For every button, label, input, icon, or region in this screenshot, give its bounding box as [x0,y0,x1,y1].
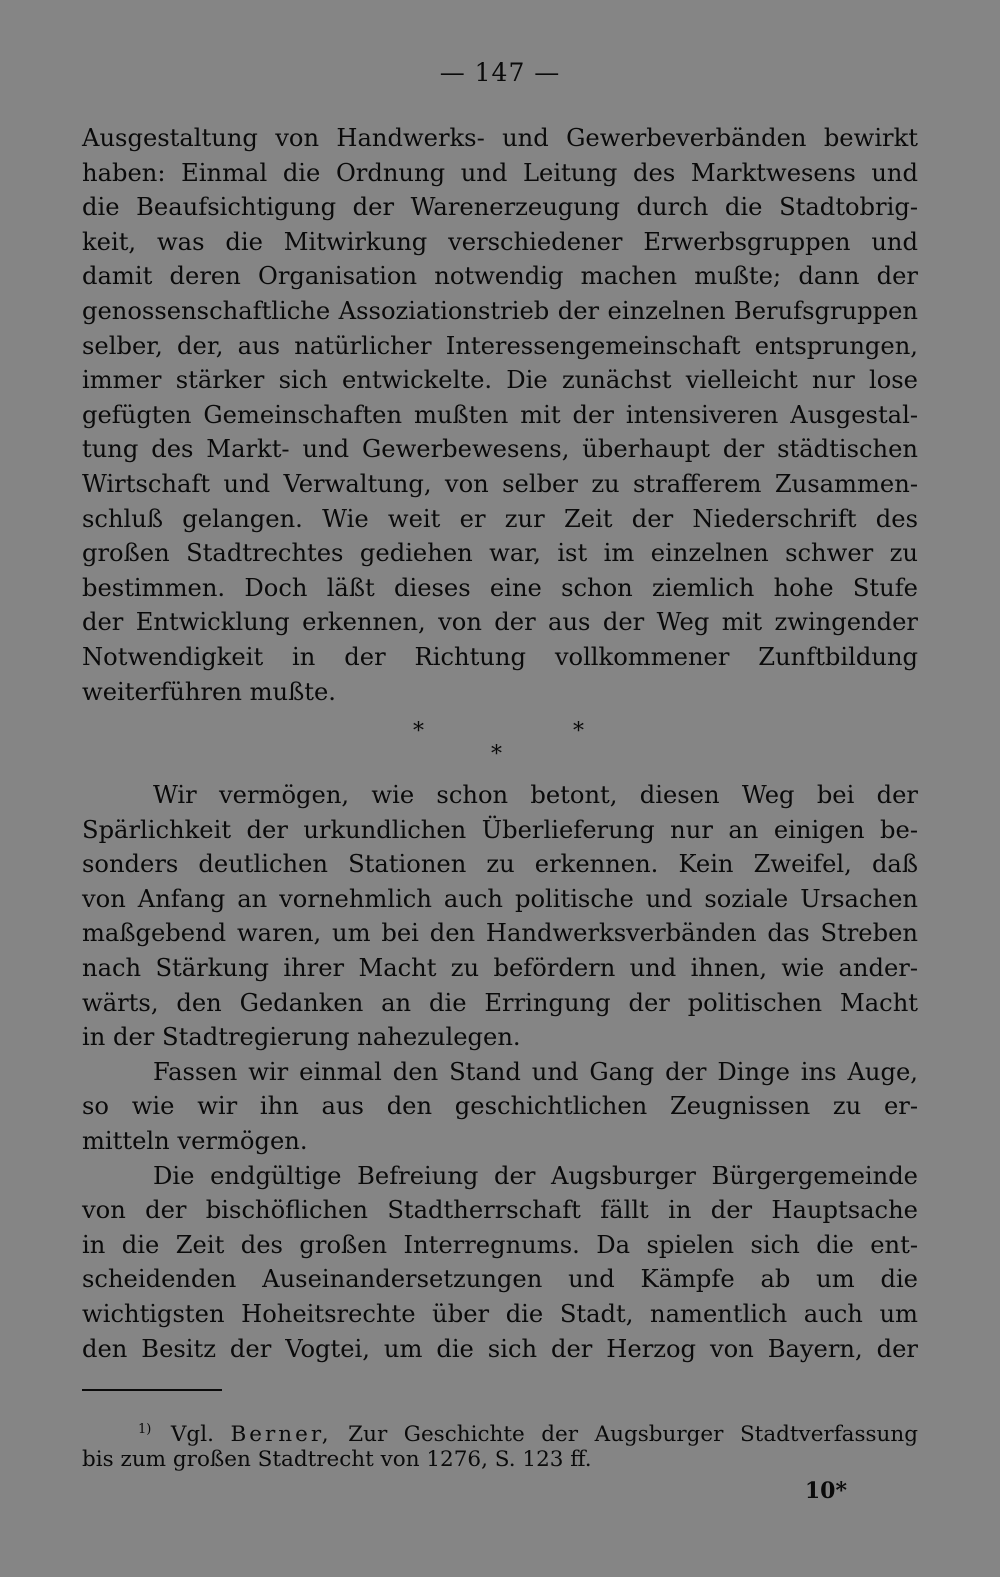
text-line: haben: Einmal die Ordnung und Leitung des Marktwesens und [82,158,918,187]
section-separator [82,709,918,778]
footnote-author: Berner, [230,1422,332,1447]
text-line: Die endgültige Befreiung der Augsburger Bürgergemeinde [153,1161,918,1190]
text-line: Wir vermögen, wie schon betont, diesen Weg bei der [153,781,918,810]
text-line: weiterführen mußte. [82,677,336,706]
text-line: den Besitz der Vogtei, um die sich der Herzog von Bayern, der [82,1334,918,1363]
text-line: die Beaufsichtigung der Warenerzeugung durch die Stadtobrig- [82,193,918,222]
text-line: in der Stadtregierung nahezulegen. [82,1023,521,1052]
paragraph [82,1159,918,1367]
text-line: mitteln vermögen. [82,1127,308,1156]
text-line: Fassen wir einmal den Stand und Gang der Dinge ins Auge, [153,1057,918,1086]
signature-mark: 10* [804,1478,847,1504]
text-line: maßgebend waren, um bei den Handwerksverbänden das Streben [82,919,918,948]
paragraph [82,121,918,709]
asterisk: * [413,719,424,745]
footnote-line: bis zum großen Stadtrecht von 1276, S. 123 ff. [82,1447,592,1472]
text-line: nach Stärkung ihrer Macht zu befördern und ihnen, wie ander- [82,954,918,983]
text-line: selber, der, aus natürlicher Interessengemeinschaft entsprungen, [82,331,918,360]
text-line: Notwendigkeit in der Richtung vollkommener Zunftbildung [82,642,918,671]
text-line: genossenschaftliche Assoziationstrieb der einzelnen Berufsgruppen [82,296,918,325]
asterisk: * [573,719,584,745]
text-line: bestimmen. Doch läßt dieses eine schon ziemlich hohe Stufe [82,573,918,602]
text-line: schluß gelangen. Wie weit er zur Zeit der Niederschrift des [82,504,918,533]
footnote-line [82,1415,918,1445]
page-number: — 147 — [439,58,561,87]
text-line: scheidenden Auseinandersetzungen und Kämpfe ab um die [82,1265,918,1294]
text-line: Ausgestaltung von Handwerks- und Gewerbeverbänden bewirkt [82,124,918,152]
paragraph [82,778,918,1055]
footnote [82,1415,918,1475]
text-line: damit deren Organisation notwendig machen mußte; dann der [82,262,918,291]
text-line: in die Zeit des großen Interregnums. Da spielen sich die ent- [82,1230,918,1259]
text-line: tung des Markt- und Gewerbewesens, überhaupt der städtischen [82,435,918,464]
text-line: Wirtschaft und Verwaltung, von selber zu strafferem Zusammen- [82,469,918,498]
footnote-marker: 1) [138,1422,152,1437]
text-line: gefügten Gemeinschaften mußten mit der intensiveren Ausgestal- [82,400,918,429]
text-line: immer stärker sich entwickelte. Die zunächst vielleicht nur lose [82,366,918,395]
text-line: von Anfang an vornehmlich auch politische und soziale Ursachen [82,884,918,913]
text-line: großen Stadtrechtes gediehen war, ist im einzelnen schwer zu [82,539,918,568]
text-line: wärts, den Gedanken an die Erringung der politischen Macht [82,988,918,1017]
text-line: der Entwicklung erkennen, von der aus der Weg mit zwingender [82,608,918,637]
text-line: von der bischöflichen Stadtherrschaft fällt in der Hauptsache [82,1196,918,1225]
text-line: so wie wir ihn aus den geschichtlichen Zeugnissen zu er- [82,1092,918,1121]
body-text [82,121,918,1366]
text-line: keit, was die Mitwirkung verschiedener Erwerbsgruppen und [82,227,918,256]
text-line: Spärlichkeit der urkundlichen Überlieferung nur an einigen be- [82,815,918,844]
asterisk: * [491,742,502,768]
footnote-rule [82,1389,222,1391]
paragraph [82,1055,918,1159]
text-line: sonders deutlichen Stationen zu erkennen. Kein Zweifel, daß [82,850,918,879]
text-line: wichtigsten Hoheitsrechte über die Stadt, namentlich auch um [82,1300,918,1328]
footnote-title: Zur Geschichte der Augsburger Stadtverfassung [348,1422,918,1447]
footnote-ref: Vgl. [170,1422,214,1447]
